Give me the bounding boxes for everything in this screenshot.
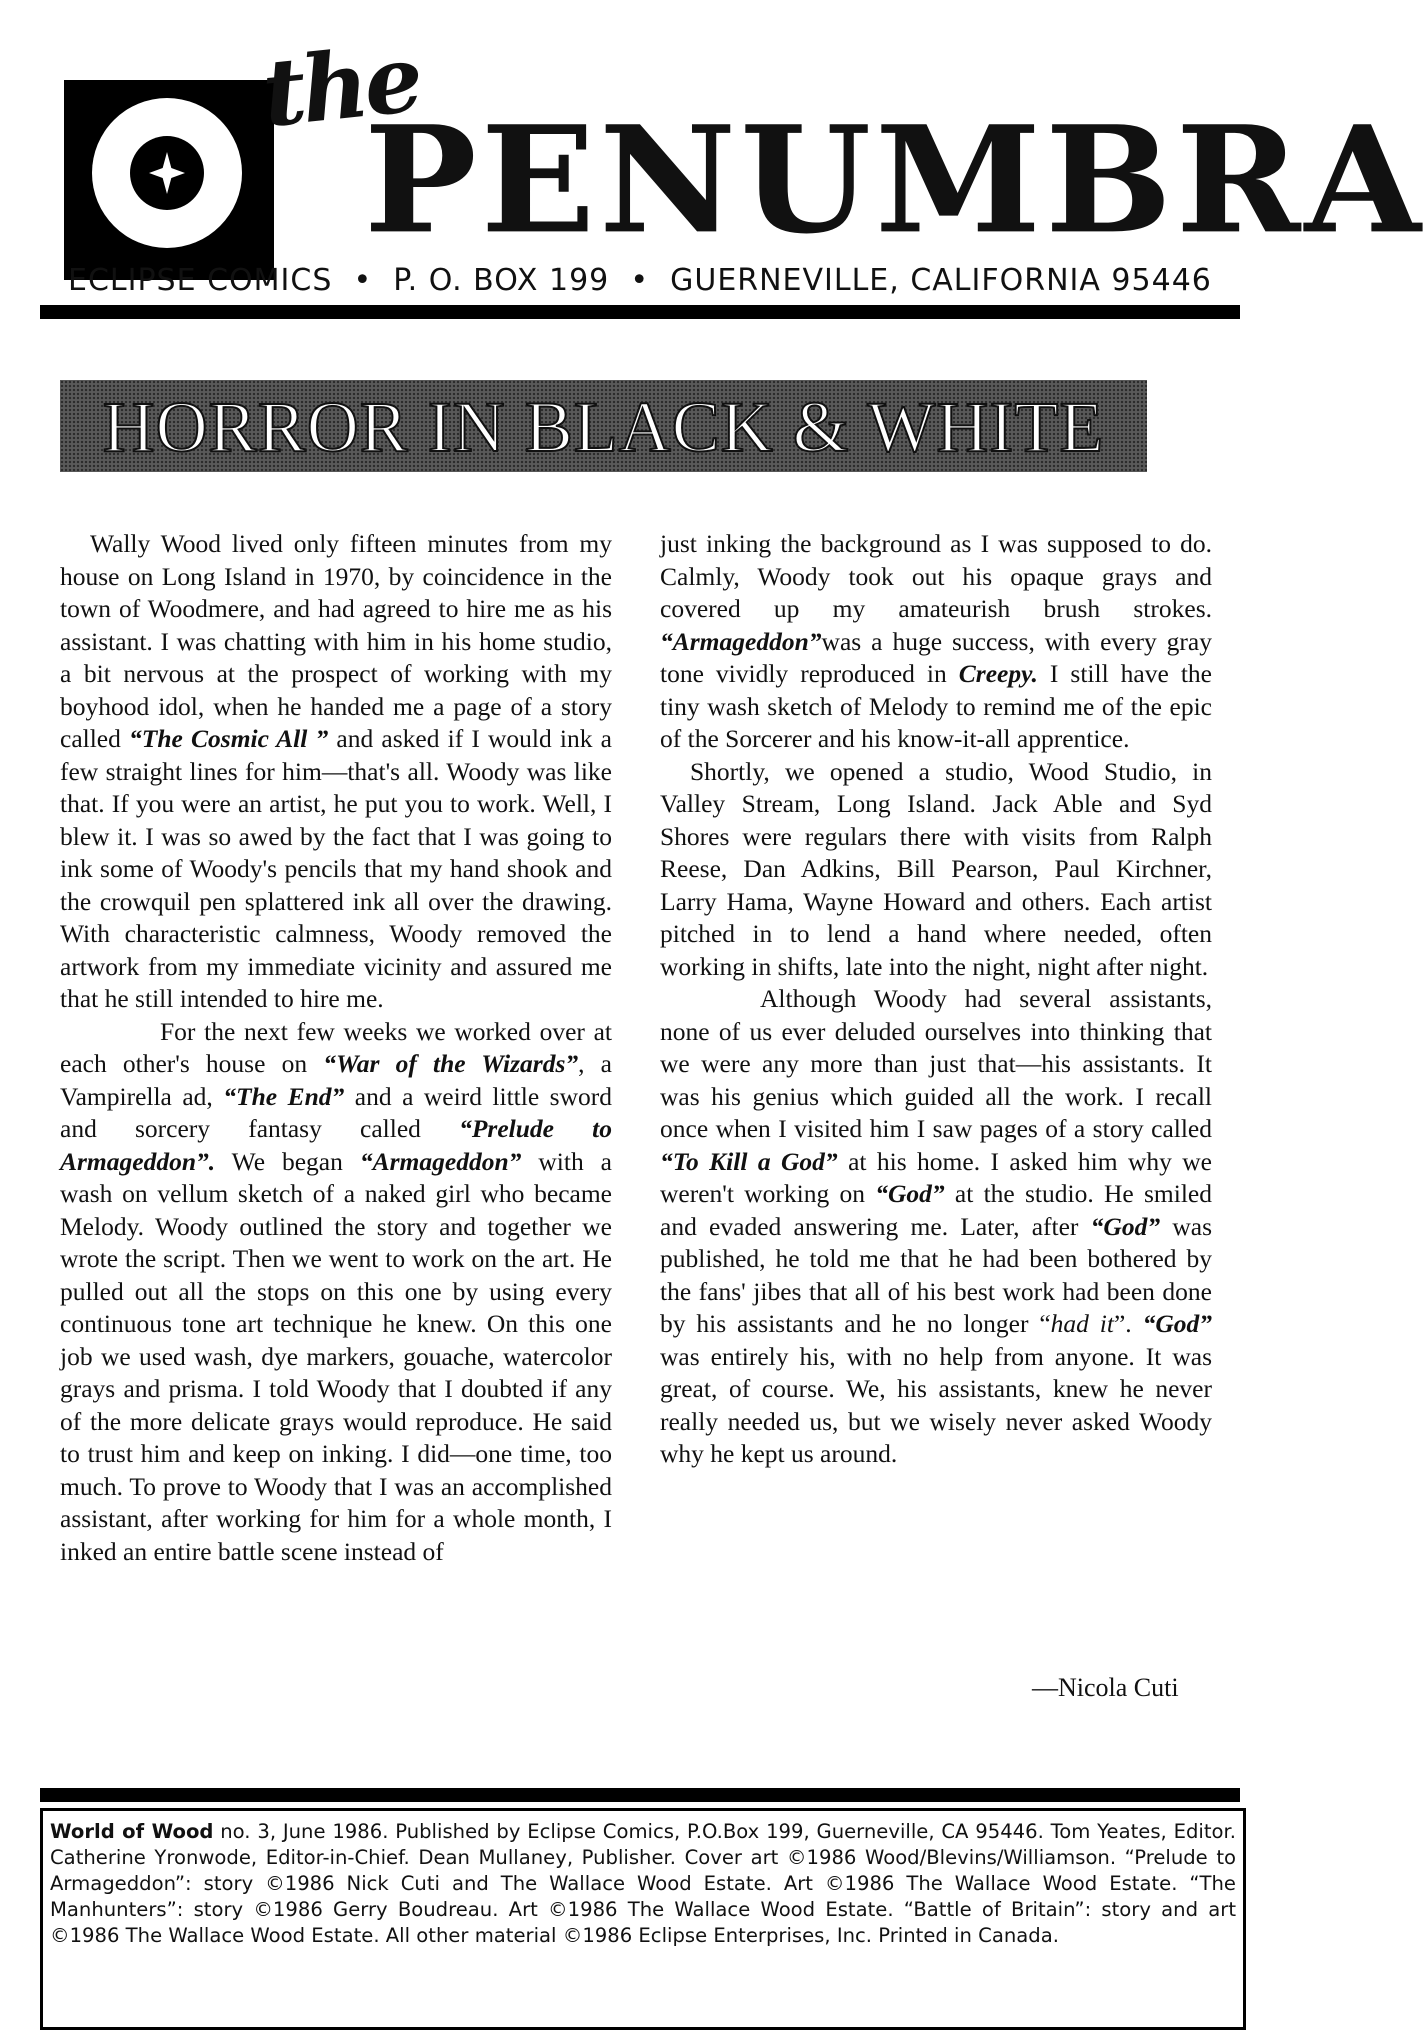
text-run: Although Woody had several assistants, none of us ever deluded ourselves into thinking that we were any more than just that—his assistants. It was his genius which guided all the work. I recall once when I visited him I saw pages of a story called bbox=[660, 984, 1212, 1143]
story-title: “God” bbox=[875, 1179, 945, 1208]
story-title: “The Cosmic All ” bbox=[129, 724, 329, 753]
text-run: was a huge success, with every gray tone vividly reproduced in bbox=[660, 626, 1212, 688]
article-column-left bbox=[60, 528, 612, 1568]
headline-text: HORROR IN BLACK & WHITE bbox=[102, 387, 1105, 467]
text-run: just inking the background as I was supposed to do. Calmly, Woody took out his opaque grays and covered up my amateurish brush strokes. bbox=[660, 529, 1212, 623]
story-title: “Armageddon” bbox=[660, 626, 822, 656]
credits-box bbox=[40, 1808, 1246, 2030]
text-run: I still have the tiny wash sketch of Melody to remind me of the epic of the Sorcerer and his know-it-all apprentice. bbox=[660, 659, 1212, 753]
eclipse-logo-icon bbox=[64, 80, 274, 280]
text-run: at the studio. He smiled and evaded answering me. Later, after bbox=[660, 1179, 1212, 1241]
text-run: We began bbox=[215, 1146, 360, 1176]
headline-banner bbox=[60, 380, 1147, 472]
publisher-address: ECLIPSE COMICS • P. O. BOX 199 • GUERNEVILLE, CALIFORNIA 95446 bbox=[68, 263, 1212, 298]
bottom-divider bbox=[40, 1788, 1240, 1802]
text-run: and asked if I would ink a few straight lines for him—that's all. Woody was like that. If you were an artist, he put you to work. Well, I blew it. I was so awed by the fact that I was going to ink some of Woody's pencils that my hand shook and the crowquil pen splattered ink all over the drawing. With characteristic calmness, Woody removed the artwork from my immediate vicinity and assured me that he still intended to hire me. bbox=[60, 724, 612, 1013]
story-title: “God” bbox=[1090, 1211, 1161, 1241]
credits-text: no. 3, June 1986. Published by Eclipse Comics, P.O.Box 199, Guerneville, CA 95446. Tom Yeates, Editor. Catherine Yronwode, Editor-in-Chief. Dean Mullaney, Publisher. Cover art ©1986 Wood/Blevins/Williamson. “Prelude to Armageddon”: story ©1986 Nick Cuti and The Wallace Wood Estate. Art ©1986 The Wallace Wood Estate. “The Manhunters”: story ©1986 Gerry Boudreau. Art ©1986 The Wallace Wood Estate. “Battle of Britain”: story and art ©1986 The Wallace Wood Estate. All other material ©1986 Eclipse Enterprises, Inc. Printed in Canada. bbox=[50, 1820, 1236, 1947]
text-run: at his home. I asked him why we weren't working on bbox=[660, 1146, 1212, 1208]
masthead-title: PENUMBRA bbox=[364, 94, 1425, 267]
article-paragraph bbox=[60, 528, 612, 1016]
story-title: “War of the Wizards” bbox=[323, 1049, 579, 1078]
author-signoff: —Nicola Cuti bbox=[1032, 1673, 1179, 1702]
quoted-phrase: had it bbox=[1050, 1309, 1114, 1338]
article-paragraph: Shortly, we opened a studio, Wood Studio, in Valley Stream, Long Island. Jack Able and Syd Shores were regulars there with visits from Ralph Reese, Dan Adkins, Bill Pearson, Paul Kirchner, Larry Hama, Wayne Howard and others. Each artist pitched in to lend a hand where needed, often working in shifts, late into the night, night after night. bbox=[660, 756, 1212, 981]
masthead-the: the bbox=[257, 24, 425, 148]
magazine-title: Creepy. bbox=[958, 659, 1038, 688]
story-title: “Armageddon” bbox=[359, 1146, 522, 1176]
credits-book-title: World of Wood bbox=[50, 1820, 214, 1843]
masthead bbox=[64, 24, 1425, 267]
text-run: For the next few weeks we worked over at each other's house on bbox=[60, 1016, 612, 1078]
article-paragraph bbox=[60, 1016, 612, 1569]
article-column-right bbox=[660, 528, 1212, 1471]
story-title: “God” bbox=[1142, 1309, 1212, 1338]
logo-ring bbox=[92, 98, 242, 248]
top-divider bbox=[40, 305, 1240, 319]
text-run: Wally Wood lived only fifteen minutes from my house on Long Island in 1970, by coincidence in the town of Woodmere, and had agreed to hire me as his assistant. I was chatting with him in his home studio, a bit nervous at the prospect of working with my boyhood idol, when he handed me a page of a story called bbox=[60, 529, 612, 753]
story-title: “Prelude to Armageddon”. bbox=[60, 1114, 612, 1176]
article-paragraph bbox=[660, 528, 1212, 756]
story-title: “To Kill a God” bbox=[660, 1146, 838, 1176]
story-title: “The End” bbox=[223, 1081, 345, 1111]
article-paragraph bbox=[660, 983, 1212, 1471]
text-run: was entirely his, with no help from anyone. It was great, of course. We, his assistants, knew he never really needed us, but we wisely never asked Woody why he kept us around. bbox=[660, 1341, 1212, 1468]
text-run: was published, he told me that he had been bothered by the fans' jibes that all of his best work had been done by his assistants and he no longer “ bbox=[660, 1211, 1212, 1338]
text-run: and a weird little sword and sorcery fantasy called bbox=[60, 1081, 612, 1143]
text-run: , a Vampirella ad, bbox=[60, 1049, 612, 1111]
text-run: ”. bbox=[1113, 1309, 1143, 1338]
text-run: with a wash on vellum sketch of a naked girl who became Melody. Woody outlined the story and together we wrote the script. Then we went to work on the art. He pulled out all the stops on this one by using every continuous tone art technique he knew. On this one job we used wash, dye markers, gouache, watercolor grays and prisma. I told Woody that I doubted if any of the more delicate grays would reproduce. He said to trust him and keep on inking. I did—one time, too much. To prove to Woody that I was an accomplished assistant, after working for him for a whole month, I inked an entire battle scene instead of bbox=[60, 1146, 612, 1566]
